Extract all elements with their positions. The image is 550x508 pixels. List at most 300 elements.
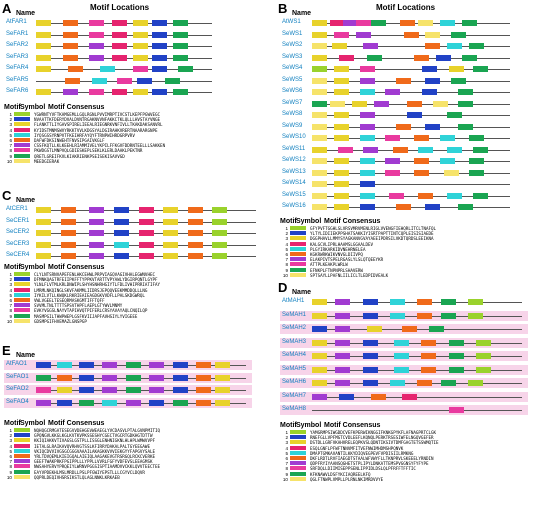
motif-consensus-sequence: CLYLNTSRNVAPEFENLHKCEHWLPRPVIAGQVAGIVHALEGWNVHEC — [34, 272, 156, 277]
motif-2-block — [425, 78, 440, 84]
motif-9-block — [458, 89, 473, 95]
motif-2-block — [114, 230, 129, 236]
panel-letter: C — [2, 188, 12, 203]
name-header: Name — [292, 289, 312, 296]
sequence-name: SeMAH6 — [282, 379, 307, 385]
sequence-row — [4, 360, 252, 370]
motif-6-block — [421, 367, 436, 373]
motif-number: 1 — [285, 226, 288, 231]
motif-3-block — [163, 207, 178, 213]
motif-7-symbol — [14, 303, 30, 307]
motif-6-symbol — [14, 138, 30, 142]
motif-7-symbol — [290, 461, 306, 465]
sequence-name: SeFAR6 — [6, 88, 29, 94]
motif-consensus-sequence: ESQLGNFLPFWFTNNVMFITVEFNWIMHDMSHPQNVK — [310, 445, 404, 451]
motif-8-block — [36, 387, 51, 393]
sequence-row — [280, 87, 516, 97]
motif-4-block — [112, 89, 127, 95]
motif-6-block — [402, 326, 417, 332]
motif-legend-row — [4, 475, 268, 480]
motif-number: 7 — [9, 303, 12, 309]
motif-number: 10 — [282, 272, 288, 278]
motif-1-symbol — [290, 430, 306, 434]
motif-9-block — [178, 66, 193, 72]
motif-4-symbol — [14, 128, 30, 132]
sequence-name: SeFAO1 — [6, 373, 29, 380]
motif-9-block — [173, 20, 188, 26]
motif-3-block — [36, 43, 51, 49]
motif-6-symbol — [290, 456, 306, 460]
motif-number: 9 — [9, 153, 12, 159]
motif-consensus-sequence: PKWDGSTLMNPVQLGDIESKEPLSEKLKLERLDAAKLPEKTNR — [34, 148, 143, 154]
motif-6-block — [425, 43, 440, 49]
motif-3-block — [312, 380, 327, 386]
motif-number: 7 — [9, 143, 12, 149]
motif-number: 6 — [9, 454, 12, 459]
motif-2-block — [312, 326, 327, 332]
motif-6-block — [421, 340, 436, 346]
motif-number: 6 — [285, 456, 288, 461]
motif-consensus-sequence: KALGCVLIPRLHAAMSLGGAALDEV — [310, 241, 374, 247]
motif-7-block — [360, 78, 375, 84]
motif-9-symbol — [290, 268, 306, 272]
motif-5-block — [360, 158, 375, 164]
motif-consensus-sequence: NVAATTKFDERYDVALDVNTRGAKNVVNFAKKCTKLQLLLHVSTAYVNGE — [34, 117, 161, 123]
motif-9-block — [473, 147, 488, 153]
sequence-row — [4, 41, 218, 51]
motif-9-block — [429, 326, 444, 332]
motif-8-block — [356, 20, 371, 26]
motif-7-block — [335, 340, 350, 346]
motif-3-block — [334, 89, 349, 95]
motif-consensus-sequence: KGKRWRKWIKVNVGLDIIVPQ — [310, 252, 363, 257]
motif-6-block — [417, 380, 432, 386]
motif-1-block — [212, 230, 227, 236]
motif-3-block — [312, 147, 327, 153]
motif-locations-title: Motif Locations — [376, 3, 436, 12]
motif-6-block — [417, 313, 432, 319]
motif-consensus-sequence: YRLTDVQEMLKIEIGQALAIEIQLAAGAKEVGTRSRGQLRCKCVERKE — [34, 454, 156, 459]
motif-7-block — [89, 43, 104, 49]
motif-2-block — [152, 89, 167, 95]
sequence-name: SeMAH1 — [282, 311, 307, 318]
motif-consensus-sequence: KKIQIAKKVTIVAGSLGSTPLLISSGLENHNIGKNLHLHPLWMWVVPF — [34, 438, 156, 444]
motif-consensus-sequence: GPQNGVLKKGLKGLKVTKVPKSSESHYCGECTVGCRTGDKHGTDTTW — [34, 433, 153, 439]
motif-2-block — [425, 204, 440, 210]
symbol-header: Symbol — [296, 218, 322, 225]
motif-3-block — [36, 219, 51, 225]
motif-number: 2 — [9, 277, 12, 283]
motif-6-block — [396, 124, 411, 130]
motif-6-symbol — [14, 298, 30, 302]
motif-9-block — [469, 135, 484, 141]
motif-7-block — [102, 362, 117, 368]
motif-8-block — [385, 135, 400, 141]
motif-number: 8 — [285, 262, 288, 268]
motif-6-block — [61, 230, 76, 236]
motif-7-block — [89, 55, 104, 61]
motif-1-block — [212, 242, 227, 248]
sequence-row — [280, 202, 516, 212]
motif-2-block — [360, 181, 375, 187]
sequence-row — [280, 297, 528, 307]
sequence-row — [280, 191, 516, 201]
motif-10-block — [418, 20, 433, 26]
motif-2-block — [36, 362, 51, 368]
sequence-name: SeWS1 — [282, 30, 303, 37]
motif-7-block — [89, 230, 104, 236]
motif-8-block — [449, 407, 464, 413]
motif-9-block — [449, 353, 464, 359]
motif-9-symbol — [14, 154, 30, 158]
motif-9-block — [451, 78, 466, 84]
motif-6-block — [61, 207, 76, 213]
sequence-name: SeMAH5 — [282, 365, 307, 372]
motif-3-block — [133, 32, 148, 38]
motif-5-block — [394, 353, 409, 359]
motif-2-block — [152, 55, 167, 61]
motif-3-block — [133, 20, 148, 26]
motif-10-symbol — [14, 319, 30, 323]
motif-number: 6 — [9, 298, 12, 303]
motif-8-symbol — [290, 466, 306, 470]
sequence-name: SeWS13 — [282, 168, 306, 175]
consensus-header: Motif Consensus — [48, 264, 105, 271]
motif-number: 5 — [9, 292, 12, 298]
motif-9-block — [449, 340, 464, 346]
motif-7-block — [385, 158, 400, 164]
motif-consensus-sequence: QRETLGREIFKVLKIAKRIENKPSEISEKISAVVGD — [34, 153, 125, 159]
motif-9-block — [462, 55, 477, 61]
sequence-row — [280, 311, 528, 321]
motif-3-block — [57, 387, 72, 393]
motif-5-block — [114, 242, 129, 248]
motif-9-block — [473, 66, 488, 72]
motif-3-block — [312, 340, 327, 346]
sequence-name: SeCER1 — [6, 217, 30, 224]
motif-9-block — [165, 78, 180, 84]
symbol-header: Symbol — [20, 104, 46, 111]
motif-3-block — [133, 55, 148, 61]
motif-5-symbol — [14, 133, 30, 137]
motif-consensus-sequence: KFKNAWVLDSFYKCIAQREELKFQ — [310, 471, 371, 477]
motif-1-block — [476, 353, 491, 359]
motif-5-block — [102, 400, 117, 406]
sequence-name: SeCER4 — [6, 252, 30, 258]
sequence-name: SeWS10 — [282, 134, 306, 140]
motif-1-block — [468, 380, 483, 386]
motif-number: 1 — [9, 272, 12, 277]
motif-3-block — [163, 219, 178, 225]
motif-consensus-sequence: SPTSAYLLPAFNLIILICLTLEDPIDVEALK — [310, 272, 389, 278]
motif-9-block — [173, 43, 188, 49]
motif-10-symbol — [290, 273, 306, 277]
motif-number: 8 — [9, 308, 12, 314]
sequence-row — [4, 30, 218, 40]
motif-number: 10 — [6, 158, 12, 164]
motif-1-block — [468, 299, 483, 305]
sequence-row — [4, 217, 262, 227]
motif-3-block — [36, 253, 51, 259]
sequence-name: SeWS12 — [282, 157, 306, 163]
sequence-name: SeMAH4 — [282, 352, 307, 358]
motif-3-symbol — [290, 440, 306, 444]
motif-2-block — [79, 375, 94, 381]
motif-number: 9 — [285, 267, 288, 273]
motif-7-symbol — [14, 459, 30, 463]
motif-number: 7 — [285, 257, 288, 263]
motif-4-block — [139, 230, 154, 236]
consensus-header: Motif Consensus — [324, 218, 381, 225]
motif-1-symbol — [14, 428, 30, 432]
motif-8-block — [334, 32, 349, 38]
motif-7-block — [360, 124, 375, 130]
motif-number: 5 — [9, 448, 12, 454]
motif-2-block — [339, 394, 354, 400]
motif-6-block — [188, 242, 203, 248]
motif-3-block — [36, 242, 51, 248]
motif-9-block — [312, 101, 327, 107]
motif-6-block — [65, 78, 80, 84]
motif-5-block — [418, 147, 433, 153]
motif-3-block — [215, 375, 230, 381]
motif-6-block — [414, 158, 429, 164]
motif-7-symbol — [14, 143, 30, 147]
motif-7-block — [335, 367, 350, 373]
motif-number: 9 — [285, 471, 288, 477]
sequence-row — [280, 41, 516, 51]
motif-8-block — [117, 78, 132, 84]
sequence-name: SeMAH2 — [282, 325, 307, 331]
motif-legend-row — [4, 159, 268, 164]
sequence-name: SeWS8 — [282, 111, 303, 117]
name-header: Name — [16, 197, 36, 204]
sequence-name: SeWS5 — [282, 76, 303, 83]
motif-number: 4 — [285, 445, 288, 451]
motif-number: 5 — [285, 246, 288, 252]
motif-7-block — [89, 219, 104, 225]
motif-6-block — [68, 66, 83, 72]
motif-number: 10 — [282, 476, 288, 482]
motif-10-symbol — [290, 477, 306, 481]
motif-6-block — [188, 253, 203, 259]
motif-header: Motif — [4, 264, 21, 271]
motif-2-block — [152, 43, 167, 49]
sequence-name: AtFAO1 — [6, 361, 28, 367]
motif-5-block — [440, 20, 455, 26]
motif-2-symbol — [290, 231, 306, 235]
motif-number: 6 — [9, 138, 12, 143]
symbol-header: Symbol — [296, 422, 322, 429]
motif-5-symbol — [14, 449, 30, 453]
sequence-name: AtWS1 — [282, 19, 301, 25]
sequence-row — [4, 228, 262, 238]
motif-5-symbol — [290, 247, 306, 251]
motif-6-block — [63, 55, 78, 61]
motif-2-block — [152, 20, 167, 26]
name-header: Name — [292, 10, 312, 17]
sequence-row — [4, 373, 252, 383]
motif-3-block — [312, 353, 327, 359]
motif-9-block — [458, 101, 473, 107]
motif-8-block — [133, 66, 148, 72]
motif-3-block — [352, 101, 367, 107]
motif-3-block — [312, 55, 327, 61]
motif-9-block — [367, 55, 382, 61]
motif-9-block — [173, 89, 188, 95]
sequence-name: SeFAO4 — [6, 398, 29, 405]
motif-4-block — [112, 43, 127, 49]
motif-consensus-sequence: NQHQGCRMGATESEGVVDEHGEVWEAEGLYVCDASVLPTALGVNPMITIQ — [34, 428, 161, 433]
sequence-name: SeWS3 — [282, 53, 303, 60]
motif-number: 4 — [285, 241, 288, 247]
sequence-row — [280, 122, 516, 132]
sequence-name: SeWS15 — [282, 191, 306, 198]
motif-10-block — [312, 158, 327, 164]
motif-8-block — [338, 147, 353, 153]
motif-10-block — [312, 89, 327, 95]
motif-7-block — [312, 394, 327, 400]
motif-3-block — [312, 32, 327, 38]
motif-consensus-sequence: NWSAHYERVYPRQEIYLWRNVPGGSISPTIAAMDVVCKKLQVVTEECTEE — [34, 464, 161, 470]
sequence-name: SeWS9 — [282, 122, 303, 129]
motif-2-block — [425, 124, 440, 130]
motif-10-block — [425, 32, 440, 38]
motif-4-block — [139, 219, 154, 225]
motif-5-block — [440, 135, 455, 141]
sequence-row — [4, 64, 218, 74]
motif-9-block — [173, 400, 188, 406]
motif-3-symbol — [14, 122, 30, 126]
motif-5-block — [394, 367, 409, 373]
sequence-row — [4, 76, 218, 86]
motif-10-block — [312, 124, 327, 130]
motif-2-block — [173, 375, 188, 381]
sequence-row — [280, 351, 528, 361]
motif-3-block — [36, 32, 51, 38]
motif-legend-row — [280, 477, 546, 482]
motif-2-block — [57, 400, 72, 406]
motif-consensus-sequence: YLTYLIDIIEKPPSHATSAKKIYISRTPAPTTINTCQPLEISISIAEDE — [310, 231, 434, 237]
sequence-name: SeCER3 — [6, 240, 30, 247]
motif-consensus-sequence: SVVMLTNLTTTTSPSVTHPFLAEPLGTYWVLMNMY — [34, 303, 123, 309]
motif-number: 8 — [9, 464, 12, 470]
motif-10-block — [312, 181, 327, 187]
motif-header: Motif — [280, 422, 297, 429]
motif-6-block — [414, 135, 429, 141]
sequence-row — [4, 385, 252, 395]
motif-1-block — [212, 207, 227, 213]
motif-consensus-sequence: VWLVGEELTESEQRMASKGMTIFFTQFF — [34, 298, 105, 303]
motif-2-symbol — [14, 433, 30, 437]
motif-3-block — [367, 326, 382, 332]
sequence-row — [280, 365, 528, 375]
sequence-row — [280, 76, 516, 86]
motif-3-block — [133, 89, 148, 95]
motif-1-symbol — [14, 272, 30, 276]
motif-3-symbol — [14, 282, 30, 286]
motif-6-block — [61, 242, 76, 248]
motif-7-block — [149, 375, 164, 381]
motif-7-block — [102, 375, 117, 381]
motif-3-block — [312, 313, 327, 319]
motif-consensus-sequence: IETALGLRAIKAVQVRHVGTSSLKFIRRYDAKALPALTGYEEGAWE — [34, 443, 150, 449]
sequence-row — [280, 324, 528, 334]
motif-8-block — [89, 32, 104, 38]
motif-header: Motif — [280, 218, 297, 225]
motif-number: 8 — [285, 466, 288, 472]
motif-7-block — [36, 400, 51, 406]
motif-3-block — [36, 89, 51, 95]
motif-4-block — [112, 32, 127, 38]
motif-3-block — [334, 181, 349, 187]
motif-2-block — [363, 380, 378, 386]
motif-2-block — [114, 219, 129, 225]
motif-6-block — [63, 32, 78, 38]
motif-4-symbol — [14, 444, 30, 448]
motif-7-block — [149, 362, 164, 368]
motif-3-block — [334, 135, 349, 141]
motif-number: 9 — [9, 313, 12, 319]
motif-7-block — [356, 32, 371, 38]
motif-consensus-sequence: DKFLRDTLRVFIAEGDTSTAALWFVWYFLLTKNPRVLSKEEELYRNDIN — [310, 456, 434, 461]
motif-number: 1 — [285, 430, 288, 435]
motif-6-block — [188, 230, 203, 236]
motif-9-block — [458, 124, 473, 130]
sequence-row — [280, 338, 528, 348]
motif-5-block — [447, 147, 462, 153]
motif-2-block — [363, 299, 378, 305]
motif-4-block — [339, 55, 354, 61]
motif-1-symbol — [14, 112, 30, 116]
motif-3-block — [133, 43, 148, 49]
motif-4-symbol — [290, 242, 306, 246]
motif-4-block — [139, 207, 154, 213]
motif-3-block — [334, 204, 349, 210]
motif-6-block — [61, 219, 76, 225]
motif-9-block — [449, 367, 464, 373]
motif-3-block — [36, 55, 51, 61]
motif-4-block — [139, 242, 154, 248]
motif-number: 2 — [9, 433, 12, 439]
motif-5-block — [390, 299, 405, 305]
motif-number: 5 — [285, 450, 288, 456]
sequence-row — [280, 405, 528, 415]
panel-letter: A — [2, 1, 12, 16]
motif-number: 3 — [285, 440, 288, 446]
motif-5-block — [447, 43, 462, 49]
motif-3-block — [215, 387, 230, 393]
motif-9-block — [462, 20, 477, 26]
sequence-row — [4, 398, 252, 408]
motif-8-symbol — [14, 308, 30, 312]
motif-consensus-sequence: MASMPGILTHWPWEPLGSFKVIIJAPFAVHSIYLYVIGEEE — [34, 313, 138, 319]
motif-2-block — [422, 66, 437, 72]
sequence-name: SeWS11 — [282, 145, 306, 152]
motif-5-block — [360, 170, 375, 176]
motif-9-block — [126, 375, 141, 381]
motif-6-block — [396, 78, 411, 84]
motif-3-block — [163, 253, 178, 259]
sequence-name: SeFAR3 — [6, 53, 29, 60]
motif-consensus-sequence: GEEFTWAKPRKFPGIPPLLLYPPLLVVRLFGFYVDFEVSLEEAGMSK — [34, 459, 153, 465]
motif-2-block — [137, 78, 152, 84]
sequence-name: AtMAH1 — [282, 298, 305, 304]
sequence-name: SeFAR5 — [6, 76, 29, 83]
sequence-row — [4, 240, 262, 250]
motif-6-block — [400, 20, 415, 26]
motif-number: 2 — [285, 231, 288, 237]
